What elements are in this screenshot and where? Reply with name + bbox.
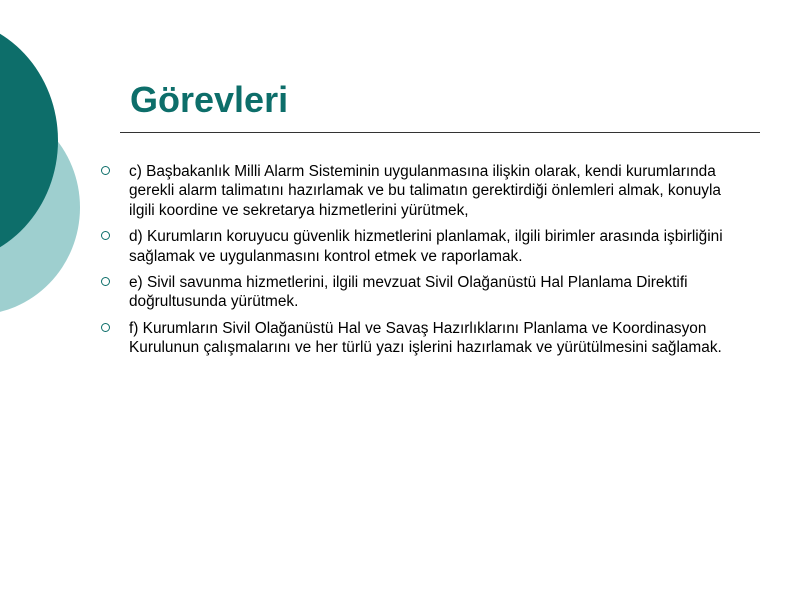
hollow-circle-bullet-icon: [101, 277, 110, 286]
bullet-item: [100, 227, 740, 266]
bullet-text: e) Sivil savunma hizmetlerini, ilgili mevzuat Sivil Olağanüstü Hal Planlama Direktifi doğrultusunda yürütmek.: [129, 274, 688, 311]
hollow-circle-bullet-icon: [101, 231, 110, 240]
title-divider: [120, 132, 760, 133]
bullet-text: c) Başbakanlık Milli Alarm Sisteminin uygulanmasına ilişkin olarak, kendi kurumlarında gerekli alarm talimatını hazırlamak ve bu talimatın gerektirdiği önlemleri almak, konuyla ilgili koordine ve sekretarya hizmetlerini yürütmek,: [129, 163, 721, 219]
bullet-text: d) Kurumların koruyucu güvenlik hizmetlerini planlamak, ilgili birimler arasında işbirliğini sağlamak ve uygulanmasını kontrol etmek ve raporlamak.: [129, 228, 723, 265]
hollow-circle-bullet-icon: [101, 166, 110, 175]
hollow-circle-bullet-icon: [101, 323, 110, 332]
bullet-item: [100, 273, 740, 312]
bullet-text: f) Kurumların Sivil Olağanüstü Hal ve Savaş Hazırlıklarını Planlama ve Koordinasyon Kurulunun çalışmalarını ve her türlü yazı işlerini hazırlamak ve yürütülmesini sağlamak.: [129, 319, 722, 357]
bullet-item: [100, 162, 740, 220]
bullet-list: [100, 162, 740, 365]
bullet-item: [100, 319, 740, 358]
slide-title: Görevleri: [130, 79, 289, 120]
